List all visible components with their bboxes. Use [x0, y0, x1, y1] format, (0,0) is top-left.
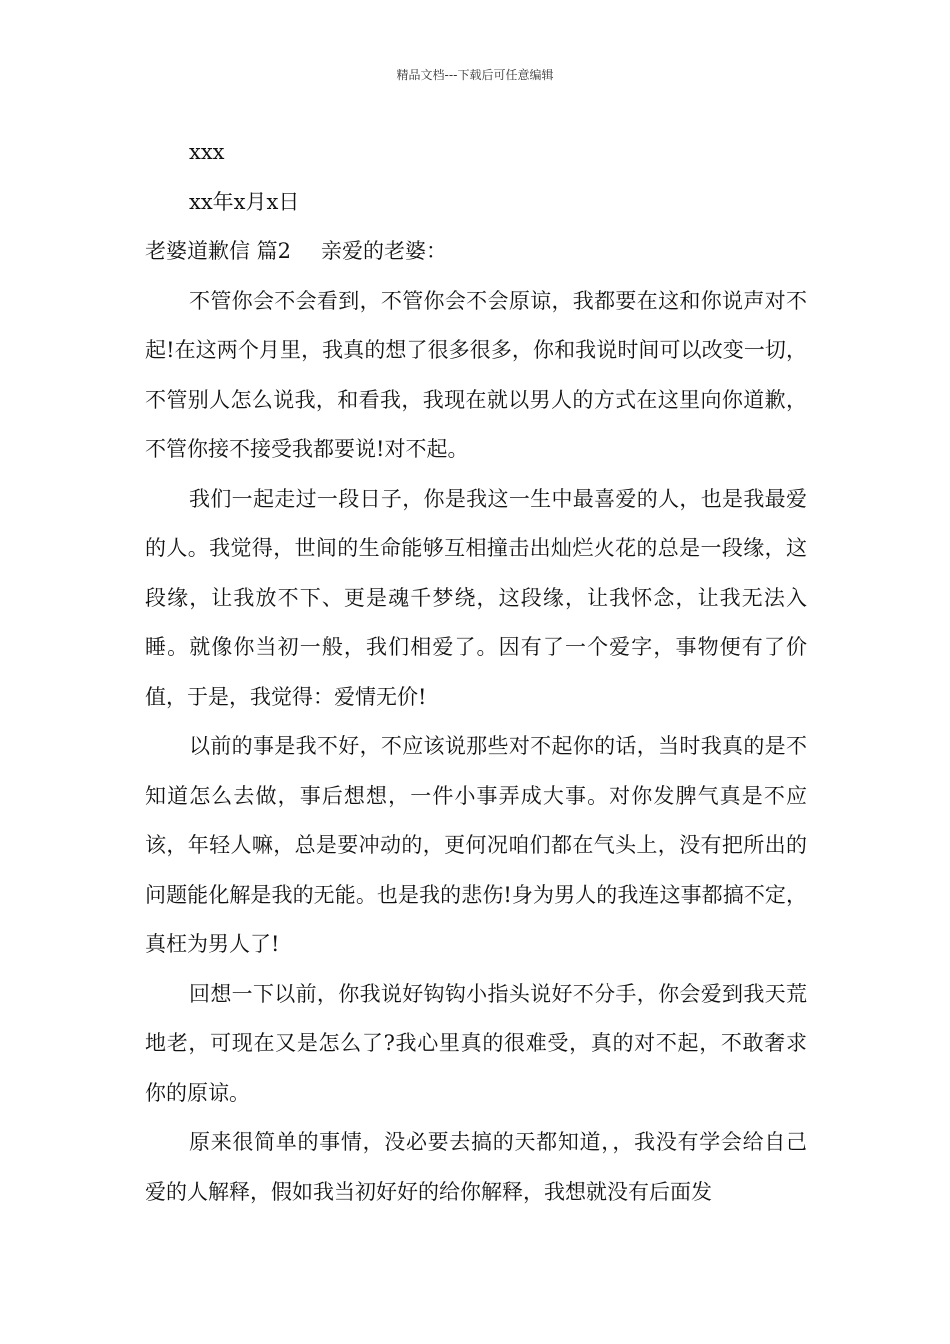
- letter-date: xx年x月x日: [189, 189, 300, 214]
- paragraph-3: 以前的事是我不好，不应该说那些对不起你的话，当时我真的是不知道怎么去做，事后想想，一件小事弄成大事。对你发脾气真是不应该，年轻人嘛，总是要冲动的，更何况咱们都在气头上，没有把所出的问题能化解是我的无能。也是我的悲伤!身为男人的我连这事都搞不定，真枉为男人了!: [145, 734, 807, 956]
- paragraph-5: 原来很简单的事情，没必要去搞的天都知道，，我没有学会给自己爱的人解释，假如我当初好好的给你解释，我想就没有后面发: [145, 1130, 807, 1204]
- header-note: 精品文档---下载后可任意编辑: [396, 68, 554, 82]
- letter-title: 老婆道歉信 篇2: [145, 239, 292, 263]
- title-line: [145, 227, 807, 277]
- paragraph-1: 不管你会不会看到，不管你会不会原谅，我都要在这和你说声对不起!在这两个月里，我真的想了很多很多，你和我说时间可以改变一切，不管别人怎么说我，和看我，我现在就以男人的方式在这里向你道歉，不管你接不接受我都要说!对不起。: [145, 288, 807, 461]
- salutation: 亲爱的老婆：: [321, 239, 448, 263]
- paragraph-2: 我们一起走过一段日子，你是我这一生中最喜爱的人，也是我最爱的人。我觉得，世间的生命能够互相撞击出灿烂火花的总是一段缘，这段缘，让我放不下、更是魂千梦绕，这段缘，让我怀念，让我无法入睡。就像你当初一般，我们相爱了。因有了一个爱字，事物便有了价值，于是，我觉得：爱情无价!: [145, 486, 807, 709]
- letter-body: [145, 128, 807, 1217]
- signature: xxx: [189, 140, 225, 164]
- paragraph-4: 回想一下以前，你我说好钩钩小指头说好不分手，你会爱到我天荒地老，可现在又是怎么了?我心里真的很难受，真的对不起，不敢奢求你的原谅。: [145, 981, 807, 1105]
